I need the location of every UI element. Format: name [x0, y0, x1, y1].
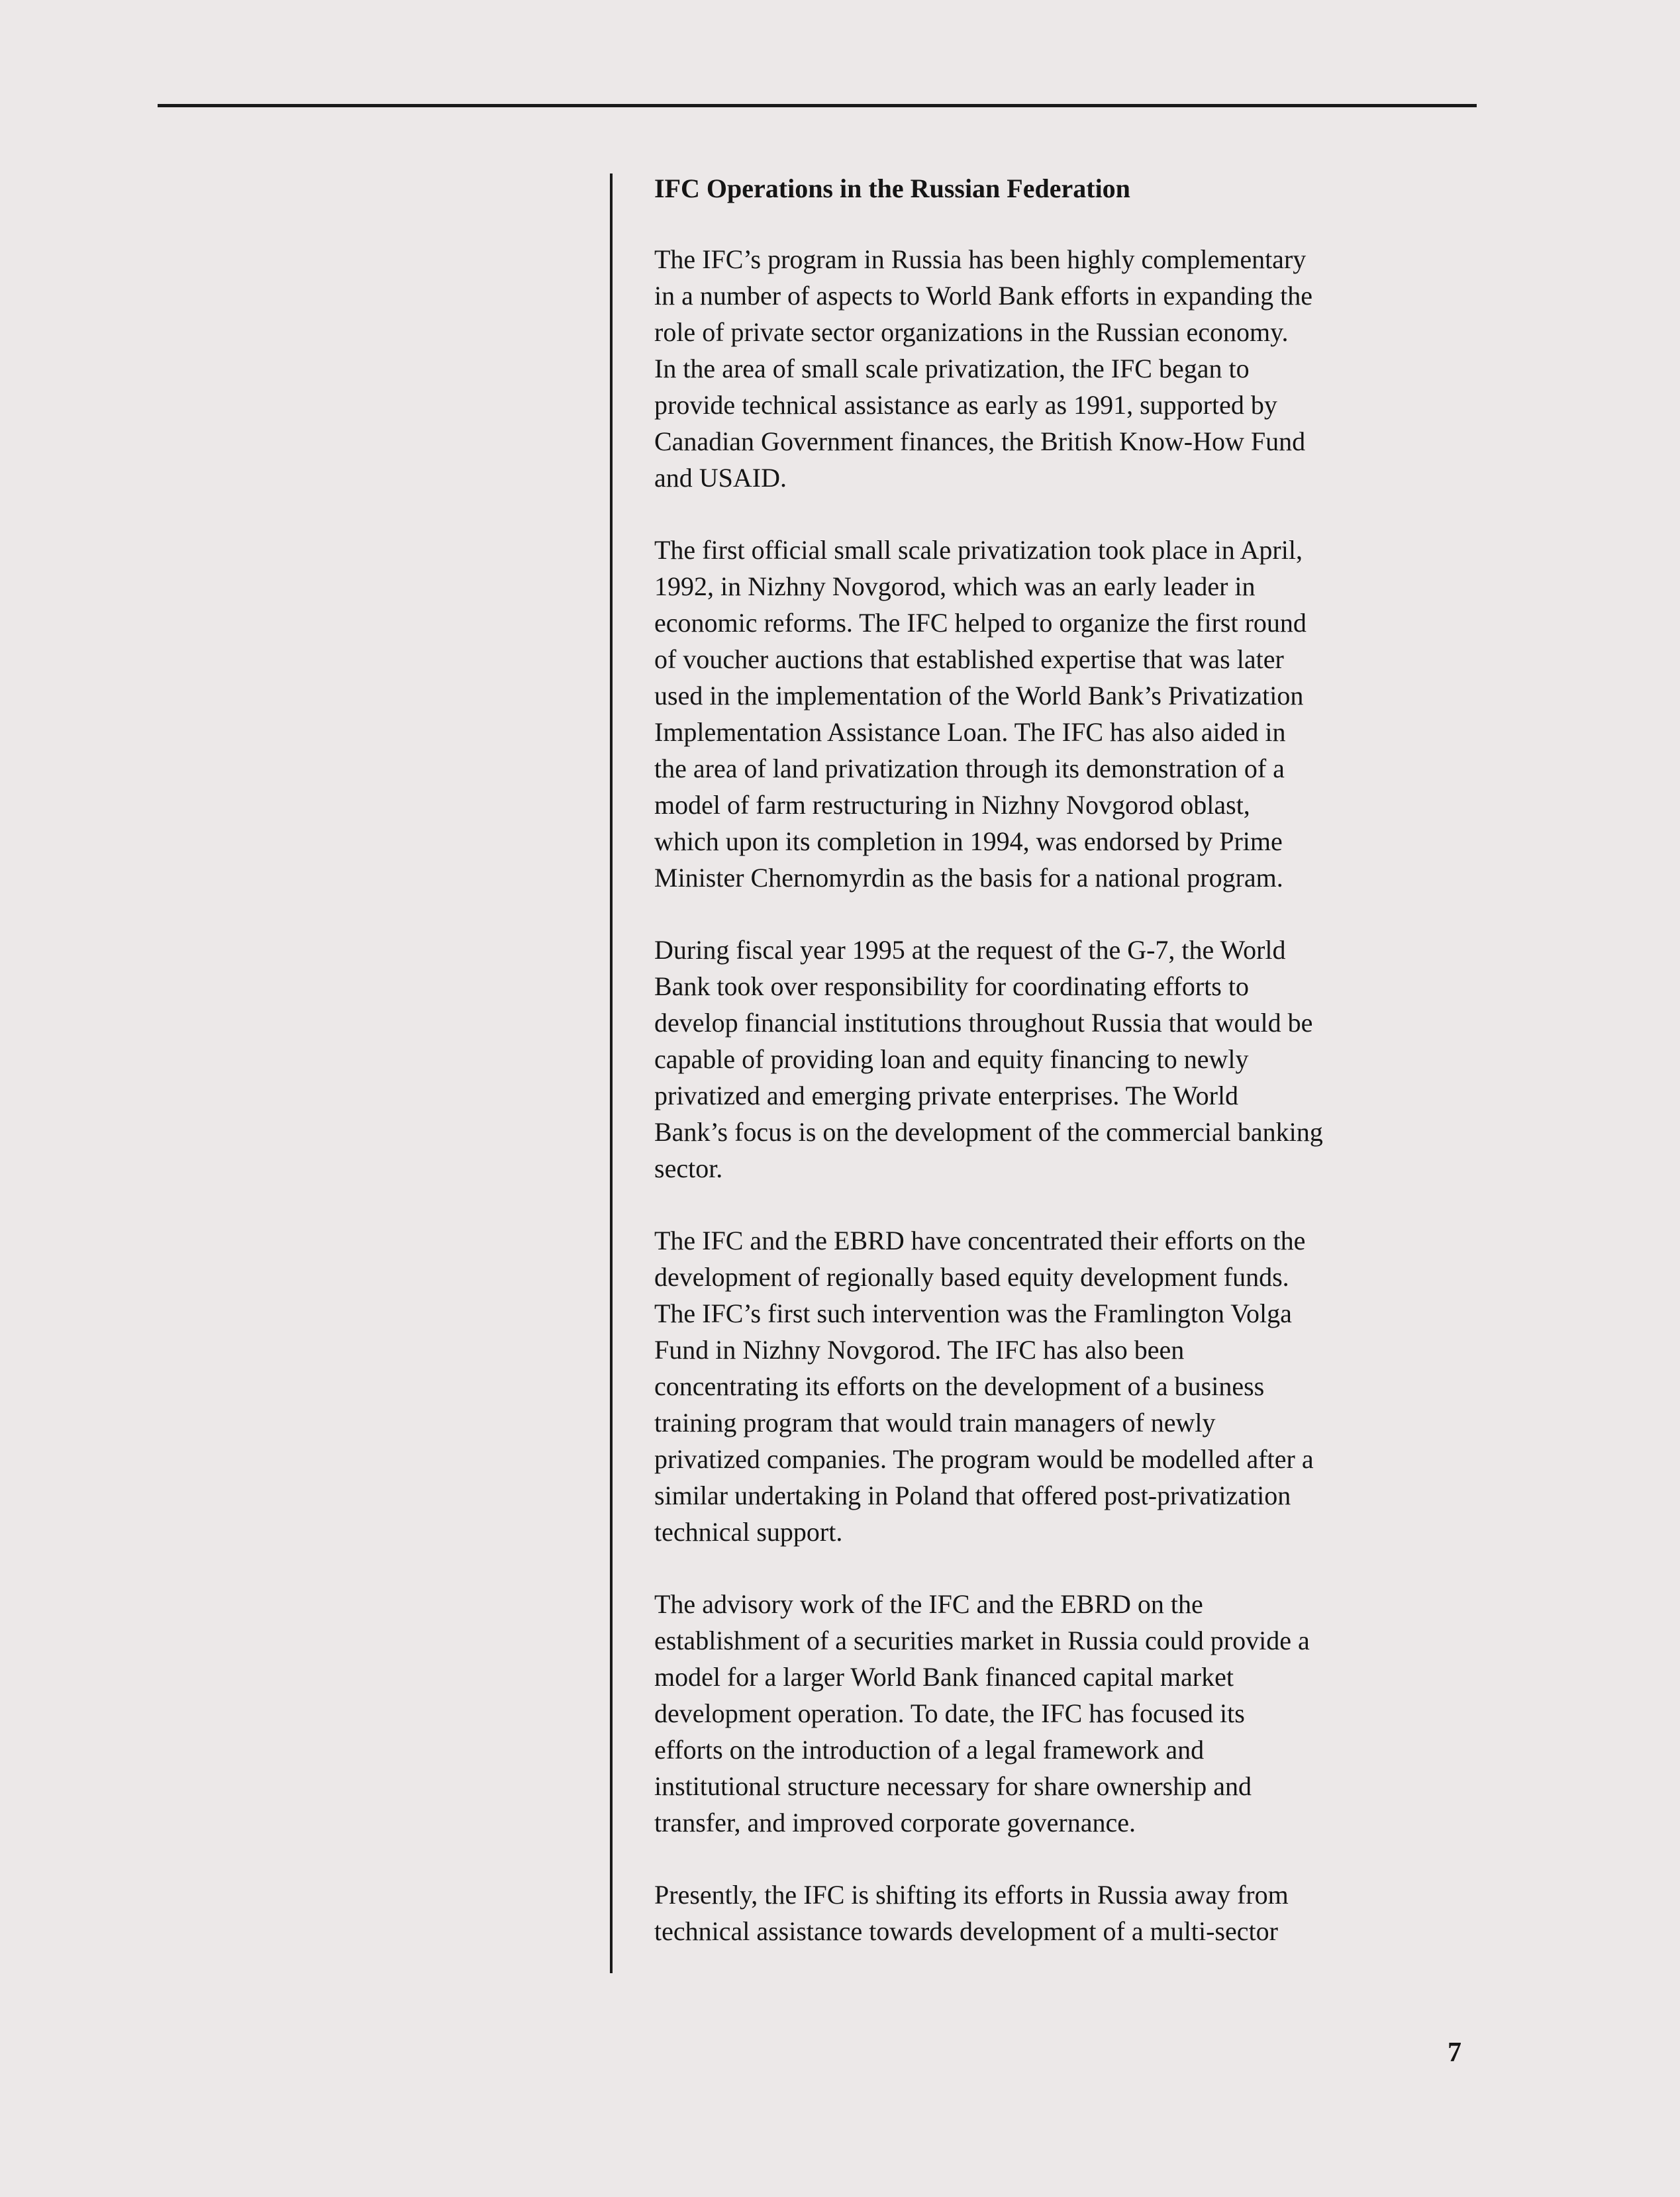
paragraph-line: similar undertaking in Poland that offered post-privatization: [654, 1481, 1291, 1510]
paragraph-line: develop financial institutions throughout Russia that would be: [654, 1008, 1313, 1038]
paragraph-line: The advisory work of the IFC and the EBRD on the: [654, 1589, 1203, 1619]
paragraph: [654, 532, 1475, 896]
paragraph-line: the area of land privatization through its demonstration of a: [654, 754, 1285, 783]
paragraph-line: efforts on the introduction of a legal framework and: [654, 1735, 1205, 1765]
paragraph-line: Implementation Assistance Loan. The IFC has also aided in: [654, 717, 1286, 747]
paragraph-line: privatized and emerging private enterprises. The World: [654, 1081, 1239, 1110]
paragraph-line: During fiscal year 1995 at the request of the G-7, the World: [654, 935, 1286, 965]
paragraph-line: economic reforms. The IFC helped to organize the first round: [654, 608, 1307, 638]
paragraph-line: establishment of a securities market in Russia could provide a: [654, 1626, 1310, 1655]
paragraph-list: [654, 241, 1475, 1949]
paragraph-line: capable of providing loan and equity financing to newly: [654, 1044, 1249, 1074]
paragraph-line: which upon its completion in 1994, was endorsed by Prime: [654, 826, 1283, 856]
paragraph: [654, 241, 1475, 496]
paragraph-line: technical assistance towards development of a multi-sector: [654, 1916, 1278, 1946]
paragraph-line: role of private sector organizations in the Russian economy.: [654, 317, 1289, 347]
paragraph-line: Bank took over responsibility for coordinating efforts to: [654, 971, 1249, 1001]
paragraph-line: Minister Chernomyrdin as the basis for a national program.: [654, 863, 1283, 893]
paragraph-line: transfer, and improved corporate governance.: [654, 1808, 1136, 1837]
paragraph-line: concentrating its efforts on the development of a business: [654, 1371, 1265, 1401]
page-number: 7: [1448, 2037, 1461, 2068]
paragraph-line: The IFC’s first such intervention was the Framlington Volga: [654, 1298, 1292, 1328]
paragraph-line: and USAID.: [654, 463, 787, 493]
paragraph-line: The first official small scale privatization took place in April,: [654, 535, 1303, 565]
paragraph-line: provide technical assistance as early as 1991, supported by: [654, 390, 1277, 420]
paragraph-line: Fund in Nizhny Novgorod. The IFC has also been: [654, 1335, 1185, 1365]
paragraph: [654, 1222, 1475, 1550]
paragraph-line: institutional structure necessary for share ownership and: [654, 1771, 1252, 1801]
paragraph: [654, 1877, 1475, 1949]
column-divider: [610, 173, 613, 1973]
paragraph-line: Presently, the IFC is shifting its efforts in Russia away from: [654, 1880, 1289, 1910]
paragraph: [654, 932, 1475, 1187]
paragraph-line: in a number of aspects to World Bank efforts in expanding the: [654, 281, 1312, 311]
paragraph-line: Canadian Government finances, the British Know-How Fund: [654, 426, 1306, 456]
paragraph-line: sector.: [654, 1153, 723, 1183]
paragraph-line: of voucher auctions that established expertise that was later: [654, 644, 1284, 674]
paragraph-line: model of farm restructuring in Nizhny Novgorod oblast,: [654, 790, 1250, 820]
paragraph-line: used in the implementation of the World Bank’s Privatization: [654, 681, 1304, 710]
paragraph-line: privatized companies. The program would be modelled after a: [654, 1444, 1314, 1474]
top-rule: [158, 104, 1477, 107]
paragraph-line: development operation. To date, the IFC has focused its: [654, 1698, 1245, 1728]
paragraph-line: technical support.: [654, 1517, 843, 1547]
paragraph-line: In the area of small scale privatization, the IFC began to: [654, 354, 1250, 383]
section-title: IFC Operations in the Russian Federation: [654, 173, 1130, 203]
paragraph-line: 1992, in Nizhny Novgorod, which was an early leader in: [654, 571, 1256, 601]
paragraph-line: development of regionally based equity development funds.: [654, 1262, 1289, 1292]
paragraph-line: model for a larger World Bank financed capital market: [654, 1662, 1234, 1692]
main-text-column: [654, 171, 1475, 1985]
paragraph-line: Bank’s focus is on the development of the commercial banking: [654, 1117, 1323, 1147]
paragraph-line: The IFC and the EBRD have concentrated their efforts on the: [654, 1226, 1306, 1255]
paragraph: [654, 1586, 1475, 1841]
paragraph-line: The IFC’s program in Russia has been highly complementary: [654, 244, 1307, 274]
paragraph-line: training program that would train managers of newly: [654, 1408, 1216, 1438]
